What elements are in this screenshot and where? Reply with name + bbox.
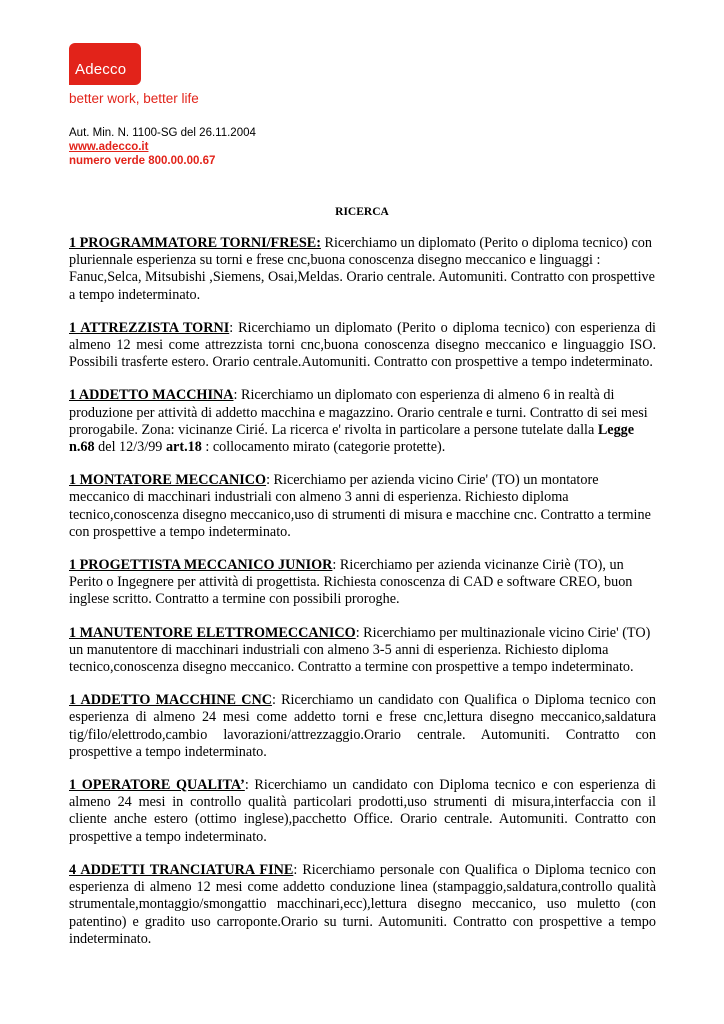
- job-listing: [69, 472, 656, 541]
- job-description: Ricerchiamo un diplomato (Perito o diploma tecnico) con pluriennale esperienza su torni e frese cnc,buona conoscenza disegno meccanico e linguaggi : Fanuc,Selca, Mitsubishi ,Siemens, Osai,Meldas. Orario centrale. Automuniti. Contratto con prospettive a tempo indeterminato.: [69, 235, 655, 303]
- job-title: 1 ADDETTO MACCHINE CNC: [69, 692, 272, 709]
- job-title: 1 PROGETTISTA MECCANICO JUNIOR: [69, 557, 333, 574]
- job-title: 1 PROGRAMMATORE TORNI/FRESE:: [69, 235, 321, 251]
- job-description: : Ricerchiamo un candidato con Qualifica o Diploma tecnico con esperienza di almeno 24 mesi come addetto torni e frese cnc,lettura disegno meccanico,saldatura tig/filo/elettrodo,cambio lavorazioni/attrezzaggio.Orario centrale. Automuniti. Contratto con prospettive a tempo indeterminato.: [69, 692, 656, 760]
- job-title: 1 ATTREZZISTA TORNI: [69, 319, 230, 336]
- job-title: 1 OPERATORE QUALITA’: [69, 777, 245, 794]
- job-listings: [69, 235, 656, 964]
- logo-text: Adecco: [75, 61, 127, 78]
- job-description: : Ricerchiamo per azienda vicinanze Ciriè (TO), un Perito o Ingegnere per attività di progettista. Richiesta conoscenza di CAD e software CREO, buon inglese scritto. Contratto a termine con possibili proroghe.: [69, 557, 633, 608]
- toll-free-number: numero verde 800.00.00.67: [69, 155, 216, 167]
- adecco-logo: [69, 43, 141, 85]
- job-description: : Ricerchiamo per azienda vicino Cirie' (TO) un montatore meccanico di macchinari industriali con almeno 3 anni di esperienza. Richiesto diploma tecnico,conoscenza disegno meccanico,uso di strumenti di misura e macchine cnc. Contratto a termine con prospettive a tempo indeterminato.: [69, 472, 651, 540]
- article-reference: art.18: [165, 439, 202, 456]
- job-title: 1 ADDETTO MACCHINA: [69, 387, 234, 404]
- job-listing: [69, 557, 656, 609]
- tagline: better work, better life: [69, 91, 199, 106]
- job-listing: [69, 320, 656, 372]
- job-description: : Ricerchiamo un diplomato con esperienza di almeno 6 in realtà di produzione per attività di addetto macchina e magazzino. Orario centrale e turni. Contratto di sei mesi prorogabile. Zona: vicinanze Cirié. La ricerca e' rivolta in particolare a persone tutelate dalla: [69, 387, 648, 438]
- job-description: : Ricerchiamo personale con Qualifica o Diploma tecnico con esperienza di almeno 12 mesi come addetto conduzione linea (stampaggio,saldatura,controllo qualità strumentale,montaggio/smongattio macchinari,ecc),lettura disegno meccanico, uso muletto (con patentino) e gradito uso carroponte.Orario su turni. Automuniti. Contratto con prospettive a tempo indeterminato.: [69, 861, 656, 947]
- page-heading: RICERCA: [335, 206, 389, 218]
- job-listing: [69, 625, 656, 677]
- job-description-cont: del 12/3/99: [94, 439, 166, 456]
- job-title: 4 ADDETTI TRANCIATURA FINE: [69, 861, 294, 878]
- authorization-line: Aut. Min. N. 1100-SG del 26.11.2004: [69, 127, 256, 139]
- website-link[interactable]: www.adecco.it: [69, 141, 149, 153]
- job-listing: [69, 387, 656, 456]
- job-title: 1 MONTATORE MECCANICO: [69, 472, 267, 489]
- job-description: : Ricerchiamo un diplomato (Perito o diploma tecnico) con esperienza di almeno 12 mesi come attrezzista torni cnc,buona conoscenza disegno meccanico e linguaggio ISO. Possibili trasferte estero. Orario centrale.Automuniti. Contratto con prospettive a tempo indeterminato.: [69, 319, 656, 371]
- job-listing: [69, 235, 656, 304]
- job-description: : Ricerchiamo per multinazionale vicino Cirie' (TO) un manutentore di macchinari industriali con almeno 3-5 anni di esperienza. Richiesto diploma tecnico,conoscenza disegno meccanico. Contratto a termine con prospettive a tempo indeterminato.: [69, 624, 651, 676]
- job-description: : Ricerchiamo un candidato con Diploma tecnico e con esperienza di almeno 24 mesi in controllo qualità particolari prodotti,uso strumenti di misura,interfaccia con il cliente anche estero (ottimo inglese),pacchetto Office. Orario centrale. Automuniti. Contratto con prospettive a tempo indeterminato.: [69, 777, 656, 845]
- job-description-end: : collocamento mirato (categorie protette).: [201, 439, 446, 456]
- job-listing: [69, 862, 656, 948]
- job-listing: [69, 692, 656, 761]
- job-title: 1 MANUTENTORE ELETTROMECCANICO: [69, 624, 356, 641]
- law-reference: Legge n.68: [69, 421, 635, 456]
- job-listing: [69, 777, 656, 846]
